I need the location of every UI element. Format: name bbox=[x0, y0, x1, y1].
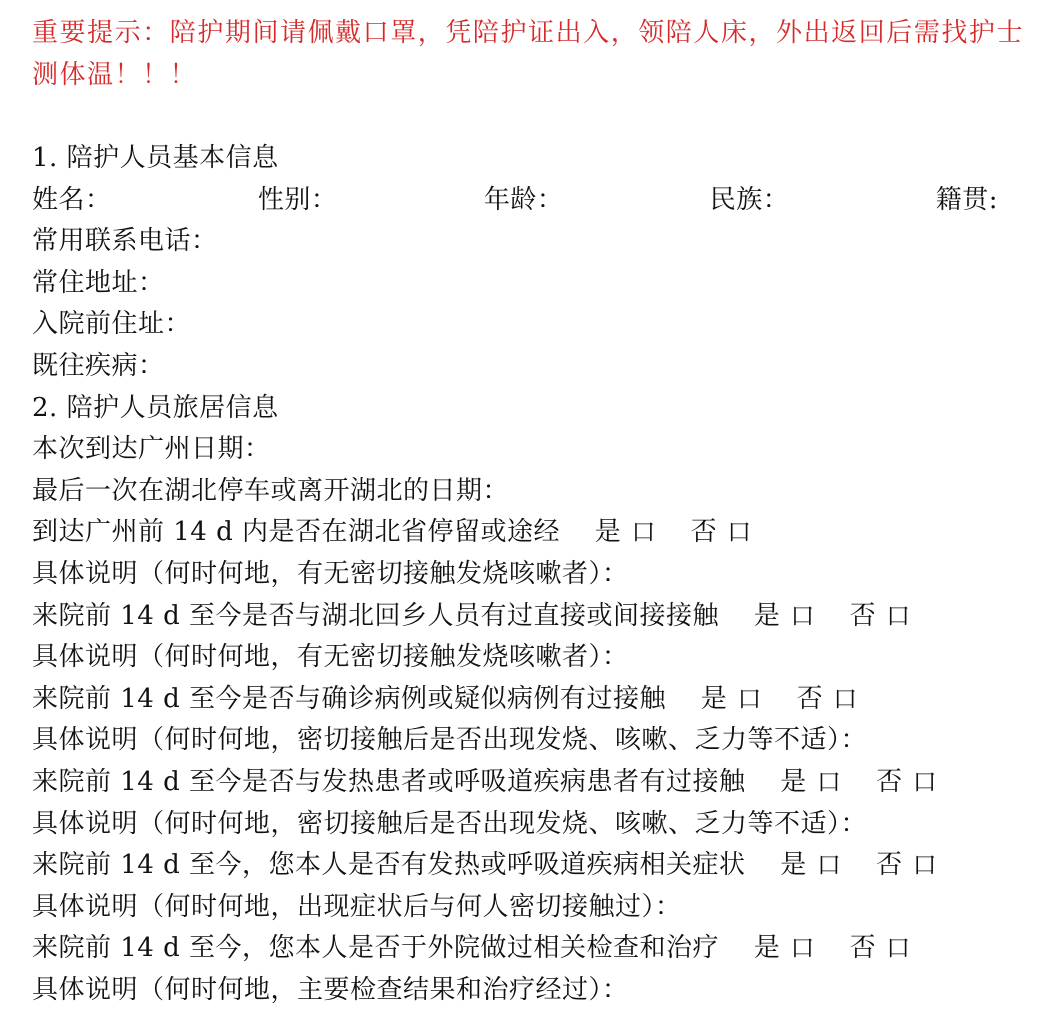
ethnicity-field-label: 民族： bbox=[709, 184, 790, 215]
no-label: 否 bbox=[690, 517, 718, 548]
blank-line bbox=[32, 96, 1024, 138]
question-text: 来院前 14 d 至今是否与湖北回乡人员有过直接或间接接触 bbox=[32, 600, 720, 631]
no-label: 否 bbox=[849, 600, 877, 631]
basic-info-fields bbox=[32, 180, 998, 222]
yes-label: 是 bbox=[780, 766, 807, 797]
question-hubei-stay-detail: 具体说明（何时何地，有无密切接触发烧咳嗽者）： bbox=[32, 558, 629, 589]
section-1-heading: 1. 陪护人员基本信息 bbox=[32, 143, 279, 173]
no-checkbox: 口 bbox=[886, 601, 911, 630]
gender-field-label: 性别： bbox=[257, 184, 338, 215]
yes-checkbox: 口 bbox=[790, 934, 815, 963]
section-2-heading: 2. 陪护人员旅居信息 bbox=[32, 392, 279, 423]
important-notice: 重要提示：陪护期间请佩戴口罩，凭陪护证出入，领陪人床，外出返回后需找护士测体温！！！ bbox=[32, 18, 1024, 90]
question-text: 来院前 14 d 至今是否与确诊病例或疑似病例有过接触 bbox=[32, 683, 667, 714]
yes-option bbox=[754, 601, 815, 631]
question-text: 来院前 14 d 至今，您本人是否有发热或呼吸道疾病相关症状 bbox=[32, 850, 746, 881]
phone-field-label: 常用联系电话： bbox=[32, 226, 218, 257]
no-label: 否 bbox=[849, 933, 877, 964]
no-option bbox=[876, 850, 937, 880]
no-checkbox: 口 bbox=[912, 767, 938, 796]
no-option bbox=[850, 933, 911, 963]
age-field-label: 年龄： bbox=[483, 184, 564, 215]
address-field-label: 常住地址： bbox=[32, 267, 165, 298]
yes-option bbox=[780, 767, 841, 797]
medical-history-field-label: 既往疾病： bbox=[32, 350, 165, 381]
question-external-treatment-detail: 具体说明（何时何地，主要检查结果和治疗经过）： bbox=[32, 974, 629, 1005]
yes-checkbox: 口 bbox=[816, 767, 842, 796]
yes-label: 是 bbox=[780, 850, 807, 881]
question-case-contact-detail: 具体说明（何时何地，密切接触后是否出现发烧、咳嗽、乏力等不适）： bbox=[32, 725, 868, 756]
question-case-contact bbox=[32, 679, 1024, 721]
no-label: 否 bbox=[876, 850, 903, 881]
question-external-treatment bbox=[32, 928, 1024, 970]
no-option bbox=[691, 517, 752, 547]
no-option bbox=[797, 684, 858, 714]
name-field-label: 姓名： bbox=[32, 184, 112, 215]
question-hubei-returnee-contact bbox=[32, 596, 1024, 638]
yes-option bbox=[701, 684, 762, 714]
yes-checkbox: 口 bbox=[790, 601, 815, 630]
question-hubei-returnee-contact-detail: 具体说明（何时何地，有无密切接触发烧咳嗽者）： bbox=[32, 642, 629, 673]
pre-admission-address-field-label: 入院前住址： bbox=[32, 309, 192, 340]
yes-checkbox: 口 bbox=[631, 518, 656, 547]
yes-option bbox=[754, 933, 815, 963]
no-checkbox: 口 bbox=[727, 518, 752, 547]
question-own-symptoms bbox=[32, 845, 1024, 887]
no-label: 否 bbox=[876, 766, 903, 797]
no-label: 否 bbox=[796, 683, 824, 714]
question-fever-patient-contact-detail: 具体说明（何时何地，密切接触后是否出现发烧、咳嗽、乏力等不适）： bbox=[32, 808, 868, 839]
no-option bbox=[850, 601, 911, 631]
yes-checkbox: 口 bbox=[816, 851, 842, 880]
question-hubei-stay bbox=[32, 512, 1024, 554]
no-checkbox: 口 bbox=[912, 851, 938, 880]
yes-label: 是 bbox=[753, 933, 781, 964]
question-fever-patient-contact bbox=[32, 762, 1024, 804]
arrival-date-field-label: 本次到达广州日期： bbox=[32, 434, 271, 465]
native-place-field-label: 籍贯: bbox=[935, 184, 998, 215]
yes-option bbox=[595, 517, 656, 547]
no-checkbox: 口 bbox=[886, 934, 911, 963]
question-own-symptoms-detail: 具体说明（何时何地，出现症状后与何人密切接触过）： bbox=[32, 891, 682, 922]
question-text: 来院前 14 d 至今，您本人是否于外院做过相关检查和治疗 bbox=[32, 933, 720, 964]
yes-label: 是 bbox=[700, 683, 728, 714]
no-checkbox: 口 bbox=[833, 684, 858, 713]
yes-label: 是 bbox=[594, 517, 622, 548]
yes-checkbox: 口 bbox=[737, 684, 762, 713]
no-option bbox=[876, 767, 937, 797]
question-text: 到达广州前 14 d 内是否在湖北省停留或途经 bbox=[32, 517, 561, 548]
last-hubei-date-field-label: 最后一次在湖北停车或离开湖北的日期： bbox=[32, 475, 510, 506]
yes-option bbox=[780, 850, 841, 880]
yes-label: 是 bbox=[753, 600, 781, 631]
question-text: 来院前 14 d 至今是否与发热患者或呼吸道疾病患者有过接触 bbox=[32, 766, 746, 797]
